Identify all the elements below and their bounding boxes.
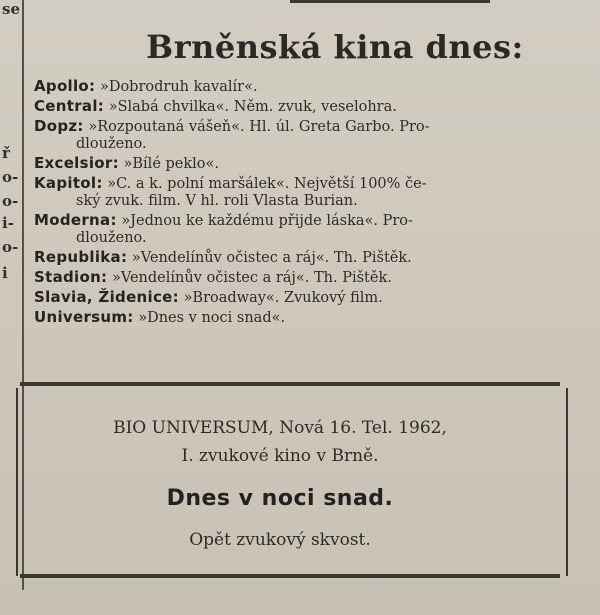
film-text: »Vendelínův očistec a ráj«. Th. Pištěk. bbox=[131, 250, 412, 266]
cinema-listings bbox=[34, 78, 586, 329]
film-text: »Rozpoutaná vášeň«. Hl. úl. Greta Garbo. Pro- bbox=[88, 119, 430, 135]
film-text-continued: dlouženo. bbox=[76, 230, 147, 246]
fragment-text: i- bbox=[2, 214, 14, 232]
film-text: »Dnes v noci snad«. bbox=[138, 310, 286, 326]
listing-central bbox=[34, 98, 586, 116]
listing-moderna bbox=[34, 212, 586, 247]
cinema-name: Universum: bbox=[34, 308, 134, 326]
film-text: »Broadway«. Zvukový film. bbox=[183, 290, 383, 306]
listing-universum bbox=[34, 309, 586, 327]
listing-excelsior bbox=[34, 155, 586, 173]
listing-apollo bbox=[34, 78, 586, 96]
ad-subtitle: I. zvukové kino v Brně. bbox=[181, 446, 379, 466]
cinema-name: Apollo: bbox=[34, 77, 96, 95]
fragment-text: i bbox=[2, 264, 8, 282]
listing-kapitol bbox=[34, 175, 586, 210]
film-text: »C. a k. polní maršálek«. Největší 100% če- bbox=[107, 176, 427, 192]
fragment-text: o- bbox=[2, 168, 19, 186]
film-text: »Slabá chvilka«. Něm. zvuk, veselohra. bbox=[108, 99, 397, 115]
fragment-text: se bbox=[2, 0, 20, 18]
listing-slavia bbox=[34, 289, 586, 307]
fragment-text: ř bbox=[2, 144, 10, 162]
ad-tagline: Opět zvukový skvost. bbox=[189, 530, 371, 550]
ad-address: BIO UNIVERSUM, Nová 16. Tel. 1962, bbox=[113, 418, 447, 438]
cinema-name: Dopz: bbox=[34, 117, 84, 135]
cinema-name: Republika: bbox=[34, 248, 128, 266]
film-text: »Jednou ke každému přijde láska«. Pro- bbox=[121, 213, 413, 229]
cinema-name: Excelsior: bbox=[34, 154, 119, 172]
cinema-name: Central: bbox=[34, 97, 105, 115]
ad-title: Dnes v noci snad. bbox=[166, 486, 394, 511]
cinema-name: Kapitol: bbox=[34, 174, 103, 192]
ad-top-rule bbox=[20, 382, 560, 386]
cinema-name: Moderna: bbox=[34, 211, 117, 229]
listing-dopz bbox=[34, 118, 586, 153]
ad-bottom-rule bbox=[20, 574, 560, 578]
cinema-name: Slavia, Židenice: bbox=[34, 288, 179, 306]
film-text: »Vendelínův očistec a ráj«. Th. Pištěk. bbox=[111, 270, 392, 286]
listing-stadion bbox=[34, 269, 586, 287]
top-rule bbox=[290, 0, 490, 3]
headline: Brněnská kina dnes: bbox=[146, 28, 524, 66]
cinema-name: Stadion: bbox=[34, 268, 108, 286]
film-text-continued: ský zvuk. film. V hl. roli Vlasta Burian. bbox=[76, 193, 358, 209]
listing-republika bbox=[34, 249, 586, 267]
film-text-continued: dlouženo. bbox=[76, 136, 147, 152]
fragment-text: o- bbox=[2, 192, 19, 210]
film-text: »Dobrodruh kavalír«. bbox=[99, 79, 258, 95]
fragment-text: o- bbox=[2, 238, 19, 256]
film-text: »Bílé peklo«. bbox=[123, 156, 220, 172]
